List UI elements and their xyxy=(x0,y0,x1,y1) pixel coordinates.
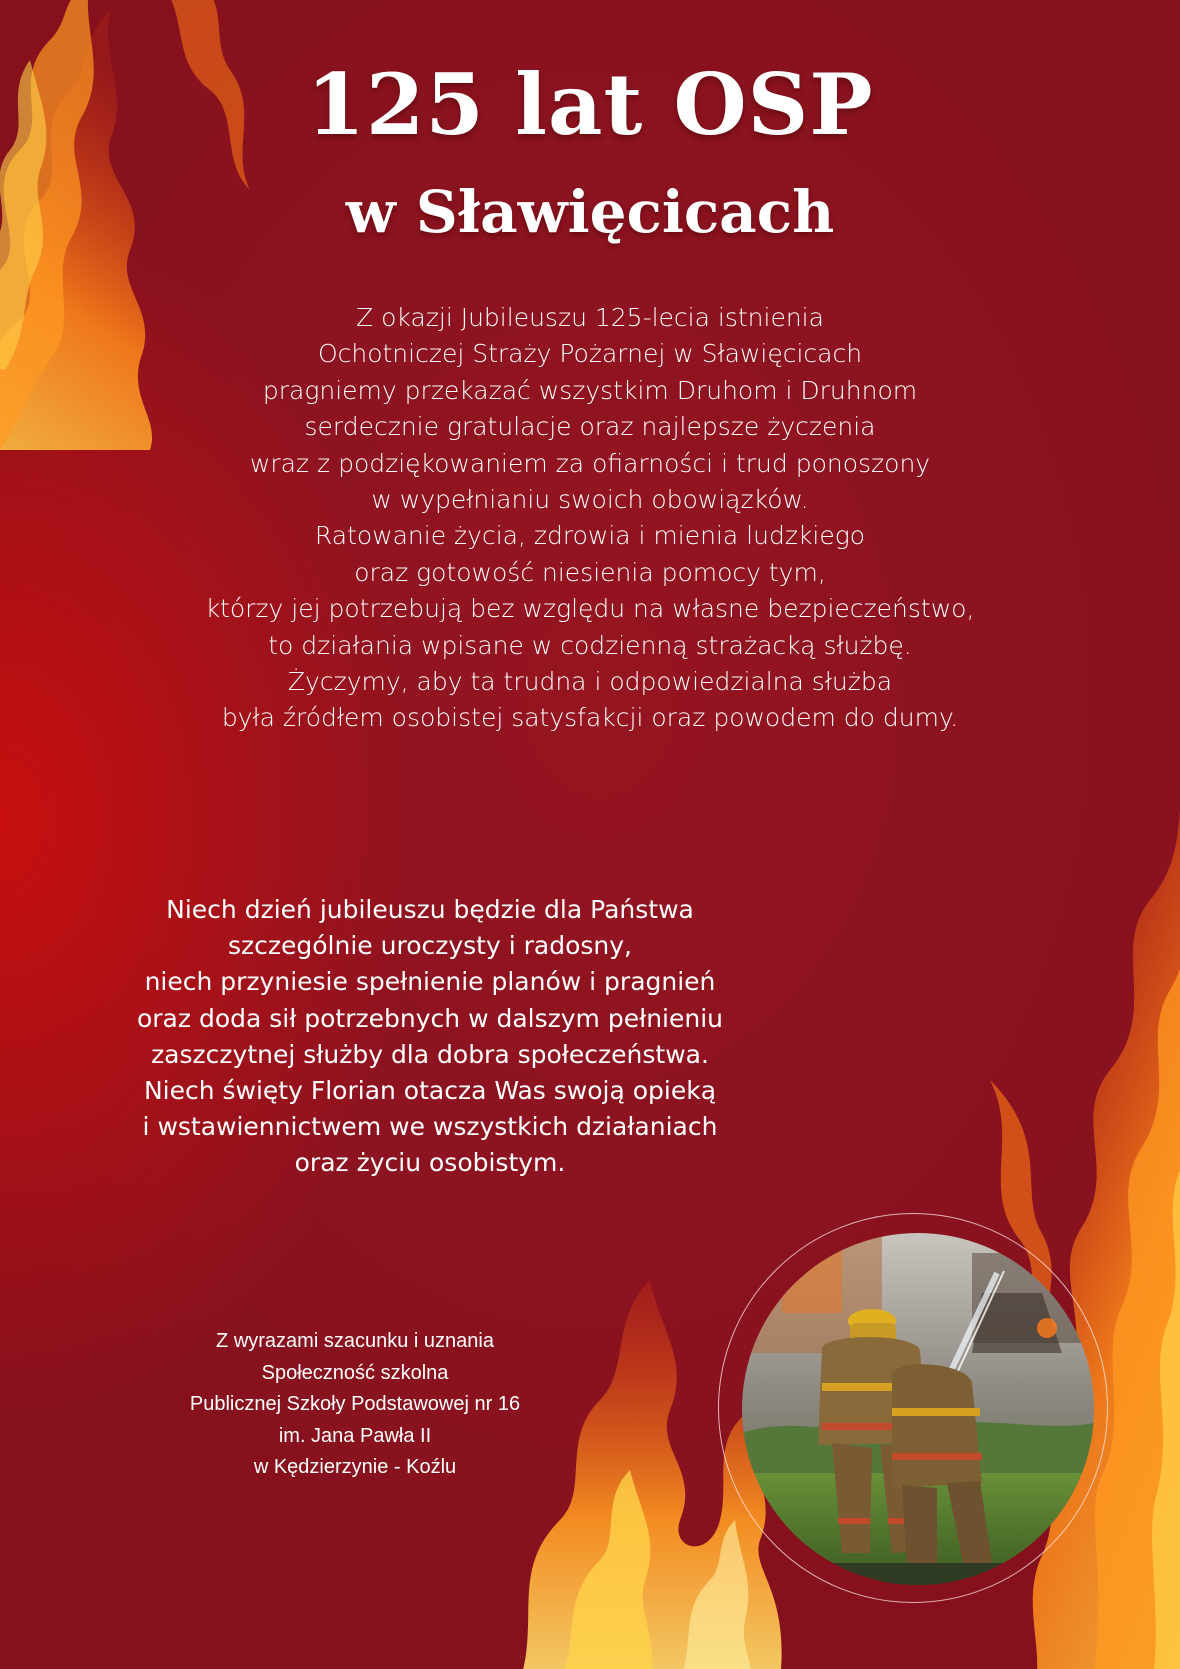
firefighters-illustration xyxy=(742,1233,1094,1585)
wishes-line: oraz doda sił potrzebnych w dalszym pełnieniu xyxy=(136,1003,723,1033)
poster-title: 125 lat OSP xyxy=(306,55,874,154)
message-line: wraz z podziękowaniem za ofiarności i trud ponoszony xyxy=(249,448,931,478)
signature-line: Społeczność szkolna xyxy=(261,1361,449,1384)
signature-line: Publicznej Szkoły Podstawowej nr 16 xyxy=(189,1393,521,1415)
signature-line: im. Jana Pawła II xyxy=(278,1424,432,1447)
message-line: którzy jej potrzebują bez względu na własne bezpieczeństwo, xyxy=(205,594,975,624)
message-line: serdecznie gratulacje oraz najlepsze życzenia xyxy=(304,412,876,442)
wishes-line: oraz życiu osobistym. xyxy=(294,1148,566,1178)
signature-line: Z wyrazami szacunku i uznania xyxy=(216,1330,494,1352)
signature-line: w Kędzierzynie - Koźlu xyxy=(253,1456,457,1478)
poster-subtitle: w Sławięcicach xyxy=(345,178,835,246)
message-line: pragniemy przekazać wszystkim Druhom i Druhnom xyxy=(262,375,918,405)
message-line: Ochotniczej Straży Pożarnej w Sławięcicach xyxy=(317,339,863,369)
message-line: w wypełnianiu swoich obowiązków. xyxy=(371,485,809,515)
wishes-line: szczególnie uroczysty i radosny, xyxy=(228,931,632,961)
jubilee-message xyxy=(60,300,1120,737)
wishes-line: i wstawiennictwem we wszystkich działaniach xyxy=(142,1112,718,1142)
wishes-line: Niech dzień jubileuszu będzie dla Państwa xyxy=(166,895,694,924)
wishes-line: zaszczytnej służby dla dobra społeczeństwa. xyxy=(151,1039,709,1069)
message-line: była źródłem osobistej satysfakcji oraz powodem do dumy. xyxy=(221,703,959,733)
firefighters-photo xyxy=(742,1233,1094,1585)
message-line: Ratowanie życia, zdrowia i mienia ludzkiego xyxy=(314,521,866,551)
wishes-message xyxy=(60,892,800,1182)
wishes-line: niech przyniesie spełnienie planów i pragnień xyxy=(144,967,716,997)
message-line: oraz gotowość niesienia pomocy tym, xyxy=(354,557,826,587)
message-line: Z okazji Jubileuszu 125-lecia istnienia xyxy=(356,303,824,332)
signature xyxy=(130,1326,580,1484)
wishes-line: Niech święty Florian otacza Was swoją opieką xyxy=(143,1076,717,1106)
message-line: Życzymy, aby ta trudna i odpowiedzialna służba xyxy=(287,667,893,697)
message-line: to działania wpisane w codzienną strażacką służbę. xyxy=(268,630,912,660)
